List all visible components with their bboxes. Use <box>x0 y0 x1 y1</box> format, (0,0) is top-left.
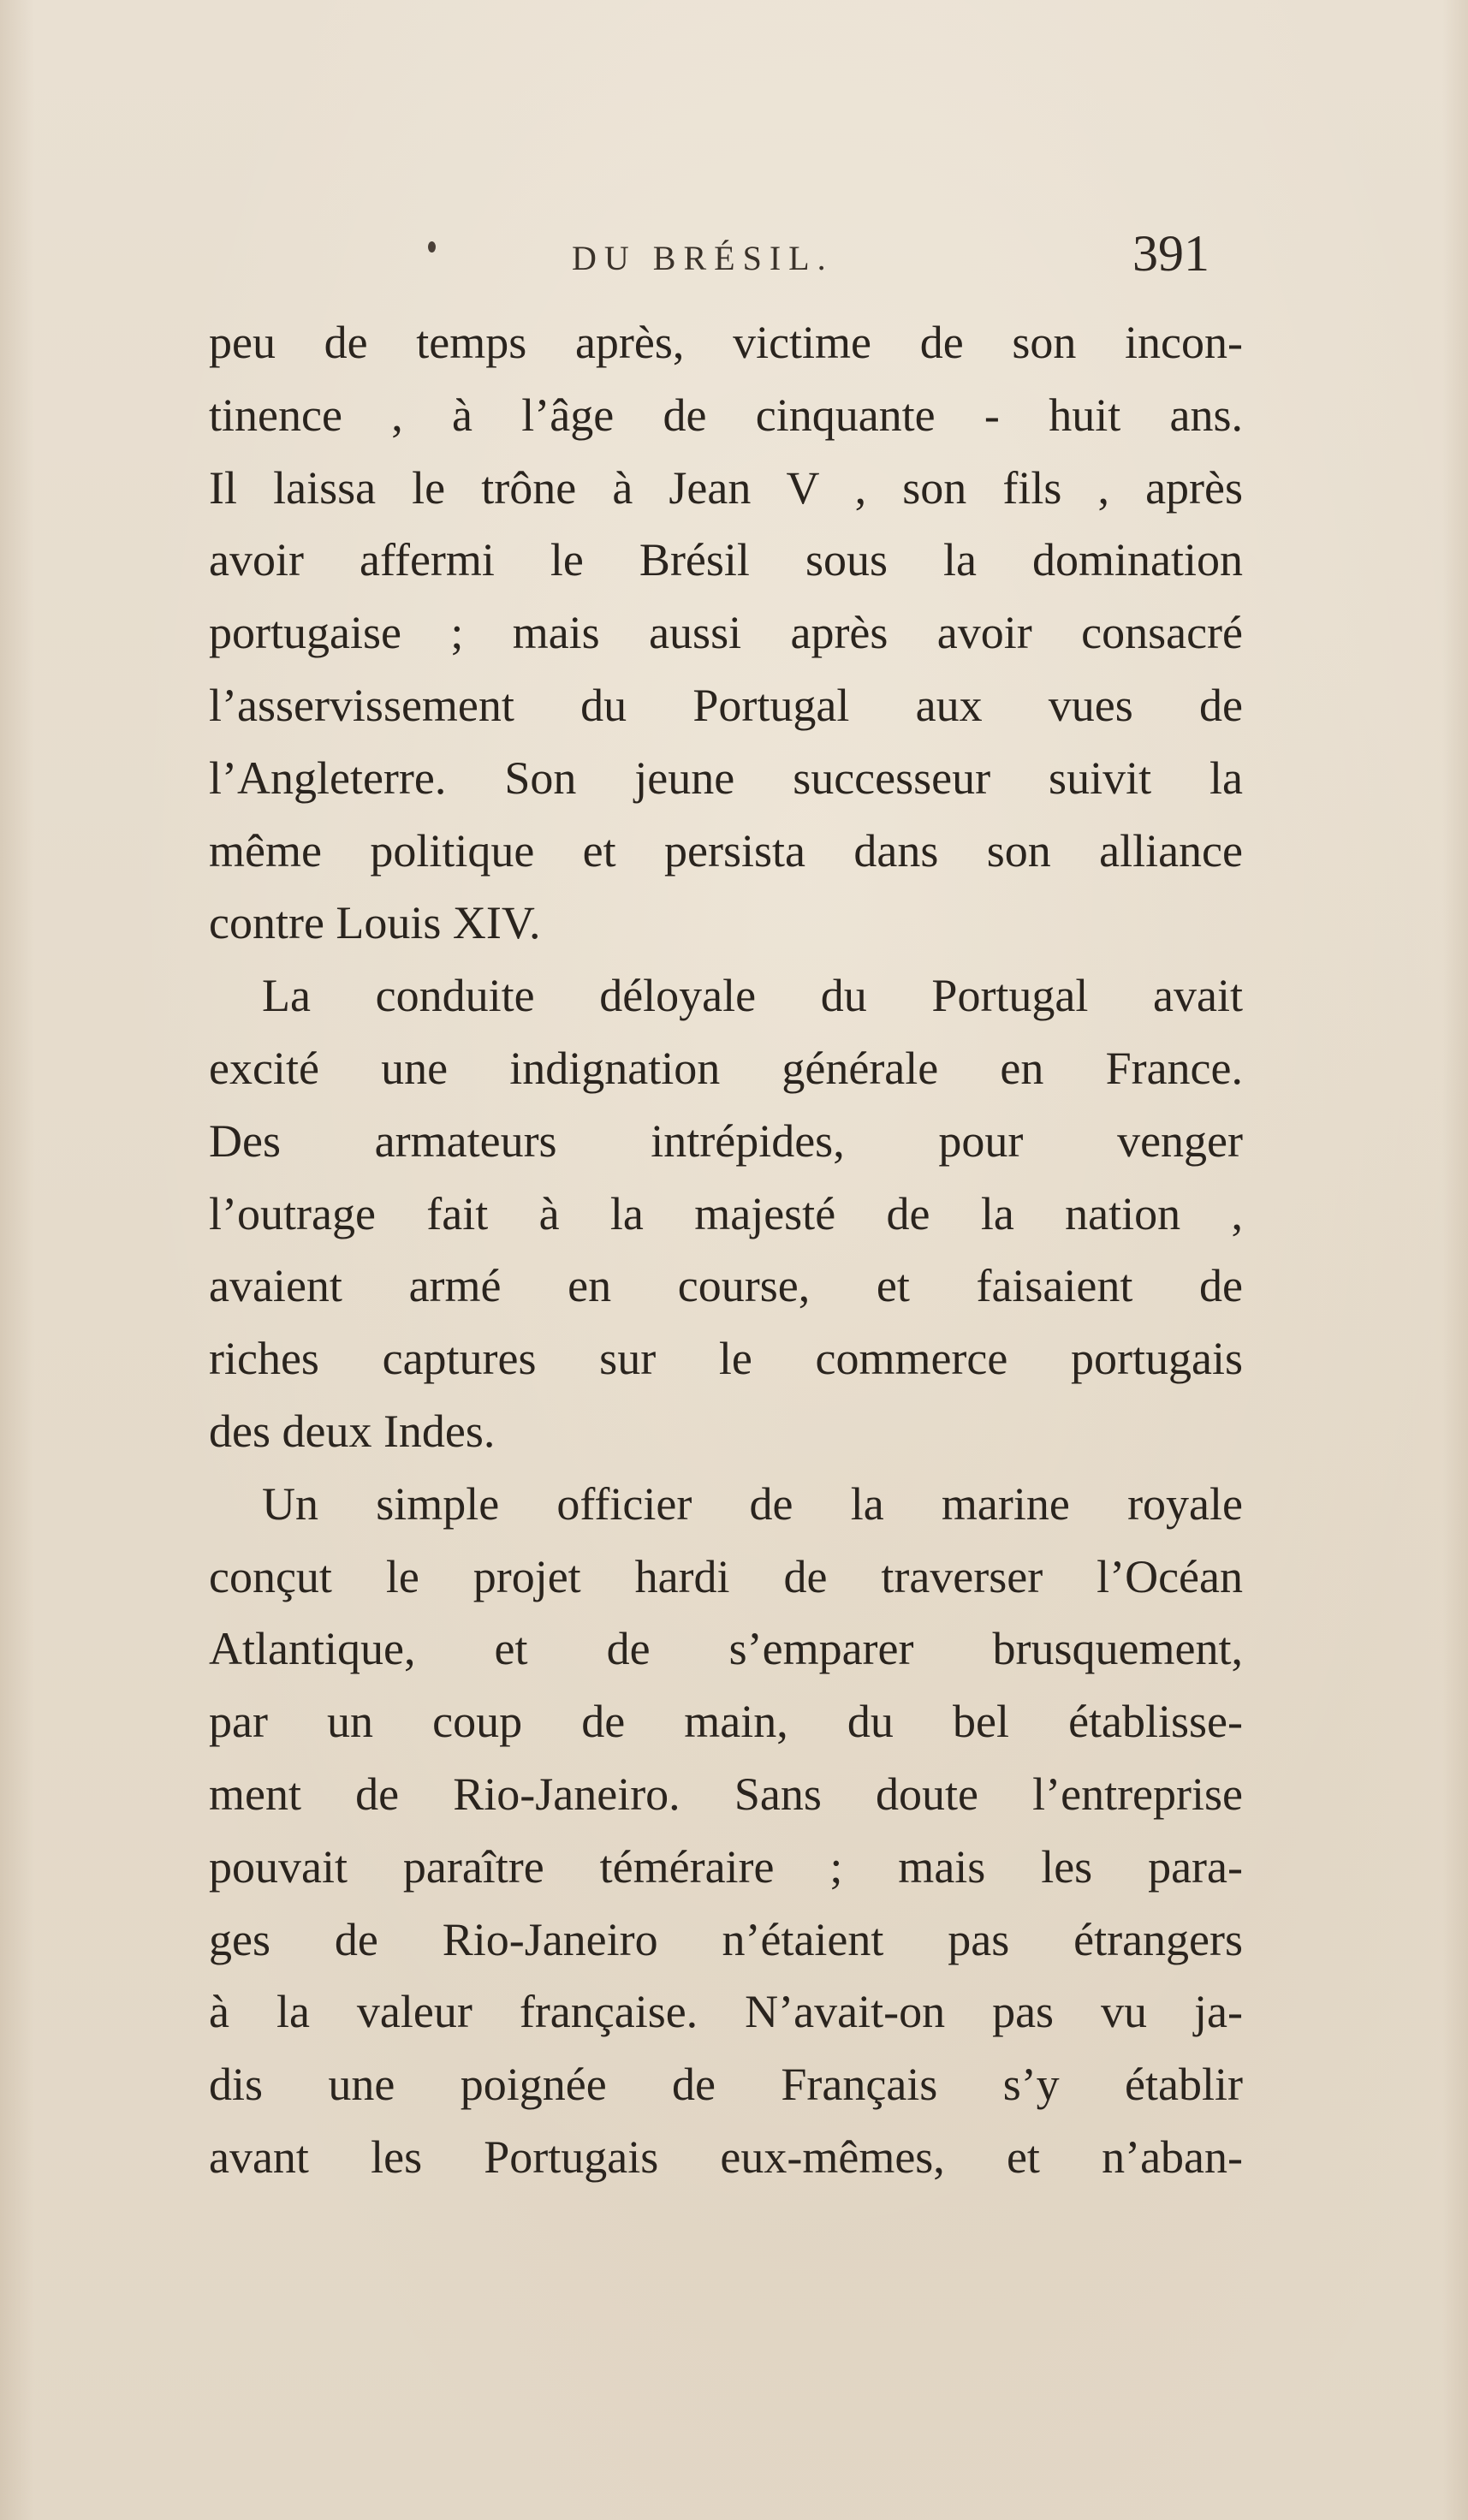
text-line: même politique et persista dans son alliance <box>209 824 1243 877</box>
page-number: 391 <box>1132 225 1209 282</box>
text-line: avant les Portugais eux-mêmes, et n’aban- <box>209 2131 1243 2183</box>
text-line: avaient armé en course, et faisaient de <box>209 1260 1243 1312</box>
text-line: Des armateurs intrépides, pour venger <box>209 1114 1243 1167</box>
text-line: à la valeur française. N’avait-on pas vu ja- <box>209 1986 1243 2038</box>
text-line: pouvait paraître téméraire ; mais les para- <box>209 1840 1243 1893</box>
paragraph-start-line: Un simple officier de la marine royale <box>262 1477 1243 1530</box>
text-line: dis une poignée de Français s’y établir <box>209 2059 1243 2111</box>
text-line: portugaise ; mais aussi après avoir consacré <box>209 607 1243 659</box>
text-line: Il laissa le trône à Jean V , son fils , après <box>209 461 1243 514</box>
paragraph-start-line: La conduite déloyale du Portugal avait <box>262 970 1243 1022</box>
paragraph-end-line: contre Louis XIV. <box>209 897 541 949</box>
running-head <box>0 224 1468 293</box>
text-line: excité une indignation générale en France. <box>209 1042 1243 1094</box>
text-line: Atlantique, et de s’emparer brusquement, <box>209 1623 1243 1675</box>
text-line: par un coup de main, du bel établisse- <box>209 1696 1243 1748</box>
text-line: l’asservissement du Portugal aux vues de <box>209 679 1243 731</box>
text-line: ges de Rio-Janeiro n’étaient pas étrangers <box>209 1913 1243 1965</box>
ink-speck <box>428 241 436 253</box>
text-line: ment de Rio-Janeiro. Sans doute l’entreprise <box>209 1768 1243 1820</box>
running-title: DU BRÉSIL. <box>572 239 834 277</box>
text-line: conçut le projet hardi de traverser l’Océan <box>209 1550 1243 1602</box>
body-text <box>209 306 1243 2194</box>
text-line: riches captures sur le commerce portugais <box>209 1333 1243 1385</box>
paragraph-end-line: des deux Indes. <box>209 1405 496 1457</box>
text-line: avoir affermi le Brésil sous la domination <box>209 534 1243 586</box>
text-line: peu de temps après, victime de son incon- <box>209 317 1243 368</box>
text-line: l’outrage fait à la majesté de la nation , <box>209 1187 1243 1239</box>
text-line: tinence , à l’âge de cinquante - huit ans. <box>209 389 1243 441</box>
text-line: l’Angleterre. Son jeune successeur suivit la <box>209 752 1243 804</box>
